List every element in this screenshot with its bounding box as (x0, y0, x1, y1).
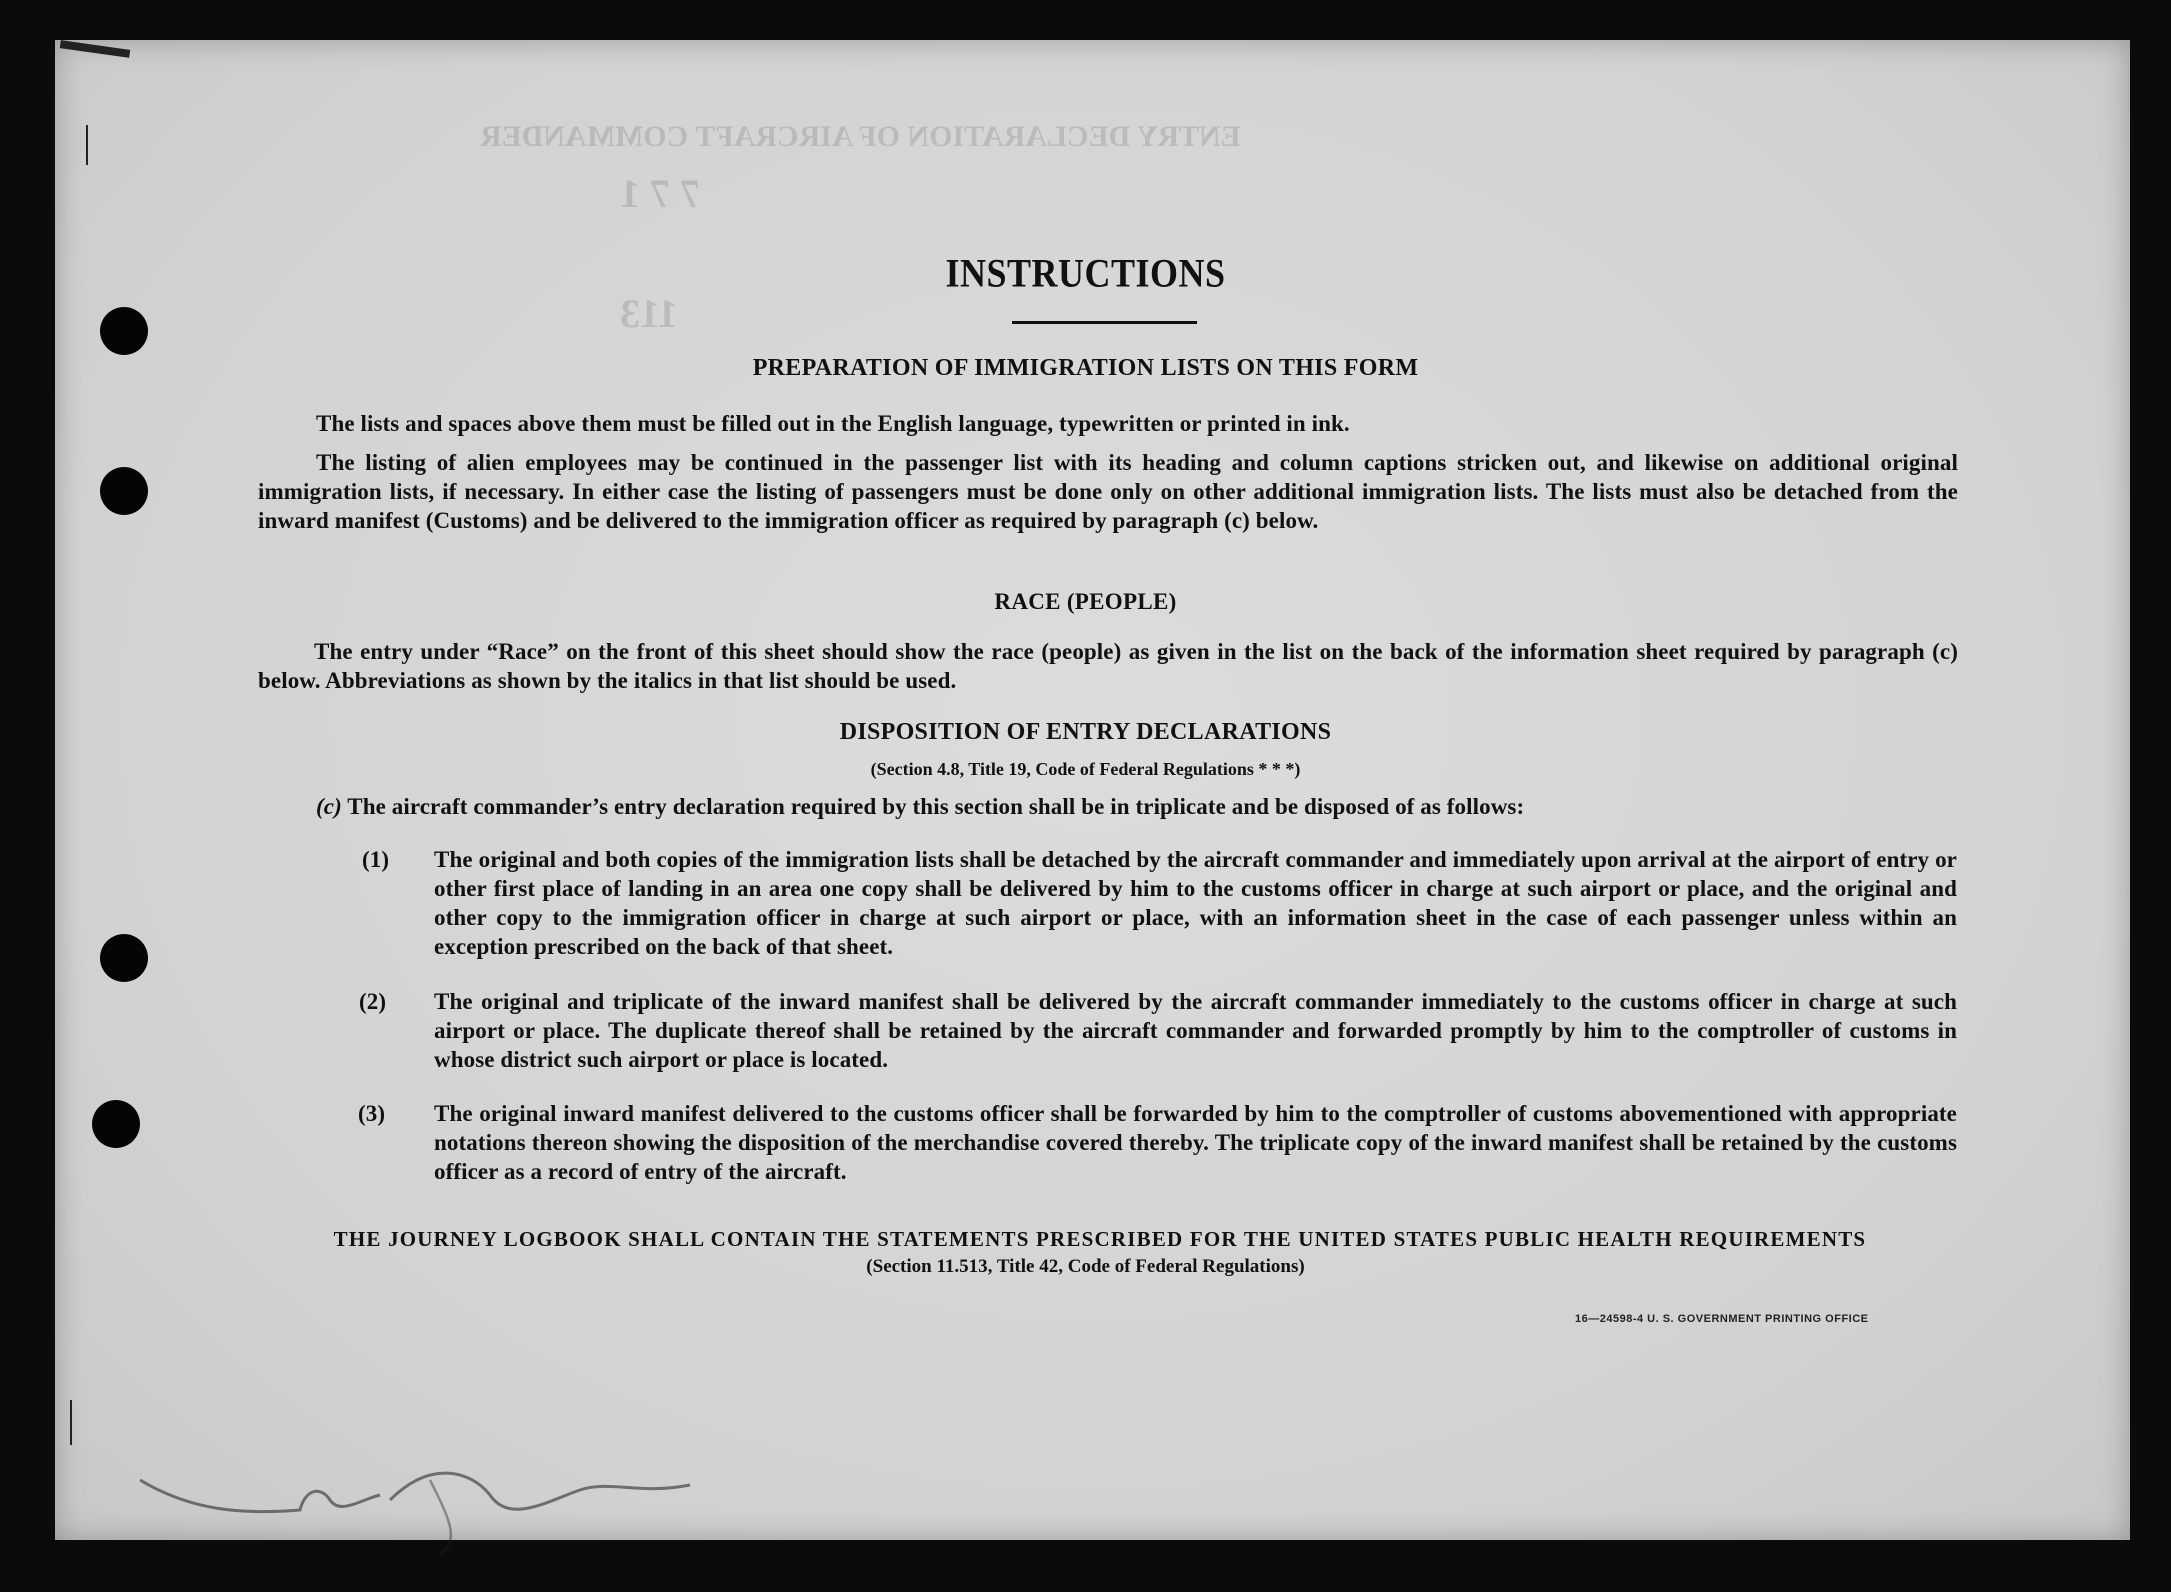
disposition-item-3-text: The original inward manifest delivered to the customs officer shall be forwarded by him to the comptroller of customs abovementioned with appropriate notations thereon showing the disposition of the merchandise covered thereby. The triplicate copy of the inward manifest shall be retained by the customs officer as a record of entry of the aircraft. (434, 1101, 1957, 1184)
disposition-citation: (Section 4.8, Title 19, Code of Federal Regulations * * *) (870, 759, 1301, 779)
preparation-paragraph-2 (258, 448, 1958, 535)
disposition-item-1-text: The original and both copies of the immigration lists shall be detached by the aircraft commander and immediately upon arrival at the airport of entry or other first place of landing in an area one copy shall be delivered by him to the customs officer in charge at such airport or place, and the original and other copy to the immigration officer in charge at such airport or place, with an information sheet in the case of each passenger unless within an exception prescribed on the back of that sheet. (434, 847, 1957, 959)
left-edge-tick (70, 1400, 72, 1445)
page-title: INSTRUCTIONS (945, 250, 1226, 296)
disposition-item-1-label: (1) (362, 847, 390, 872)
section-heading-race: RACE (PEOPLE) (994, 589, 1177, 614)
punch-hole (92, 1100, 140, 1148)
title-underline (1012, 321, 1197, 324)
race-paragraph (258, 637, 1958, 695)
section-heading-preparation: PREPARATION OF IMMIGRATION LISTS ON THIS FORM (752, 355, 1419, 381)
disposition-item-3 (358, 1099, 1957, 1186)
punch-hole (100, 307, 148, 355)
preparation-paragraph-1: The lists and spaces above them must be filled out in the English language, typewritten or printed in ink. (316, 411, 1350, 436)
punch-hole (100, 467, 148, 515)
race-paragraph-text: The entry under “Race” on the front of this sheet should show the race (people) as given in the list on the back of the information sheet required by paragraph (c) below. Abbreviations as shown by the italics in that list should be used. (258, 639, 1958, 693)
disposition-c-label: (c) (316, 794, 342, 819)
printer-imprint: 16—24598-4 U. S. GOVERNMENT PRINTING OFFICE (1575, 1313, 1869, 1325)
footer-health-requirements: THE JOURNEY LOGBOOK SHALL CONTAIN THE STATEMENTS PRESCRIBED FOR THE UNITED STATES PUBLIC HEALTH REQUIREMENTS (333, 1227, 1867, 1251)
disposition-c-paragraph (316, 792, 1976, 821)
bleed-through-text: 113 (620, 291, 678, 336)
handwritten-signature (130, 1440, 730, 1560)
section-heading-disposition: DISPOSITION OF ENTRY DECLARATIONS (839, 719, 1332, 745)
disposition-item-2 (359, 987, 1957, 1074)
punch-hole (100, 934, 148, 982)
disposition-item-1 (362, 845, 1957, 961)
disposition-item-3-label: (3) (358, 1101, 386, 1126)
bleed-through-text: ENTRY DECLARATION OF AIRCRAFT COMMANDER (480, 120, 1241, 153)
disposition-item-2-label: (2) (359, 989, 387, 1014)
footer-citation: (Section 11.513, Title 42, Code of Federal Regulations) (866, 1256, 1305, 1277)
bleed-through-text: 7 7 1 (620, 171, 700, 216)
disposition-item-2-text: The original and triplicate of the inward manifest shall be delivered by the aircraft commander immediately to the customs officer in charge at such airport or place. The duplicate thereof shall be retained by the aircraft commander and forwarded promptly by him to the comptroller of customs in whose district such airport or place is located. (434, 989, 1957, 1072)
preparation-paragraph-2-text: The listing of alien employees may be continued in the passenger list with its heading and column captions stricken out, and likewise on additional original immigration lists, if necessary. In either case the listing of passengers must be done only on other additional immigration lists. The lists must also be detached from the inward manifest (Customs) and be delivered to the immigration officer as required by paragraph (c) below. (258, 450, 1958, 533)
disposition-c-text: The aircraft commander’s entry declaration required by this section shall be in triplicate and be disposed of as follows: (347, 794, 1525, 819)
left-edge-tick (86, 125, 88, 165)
